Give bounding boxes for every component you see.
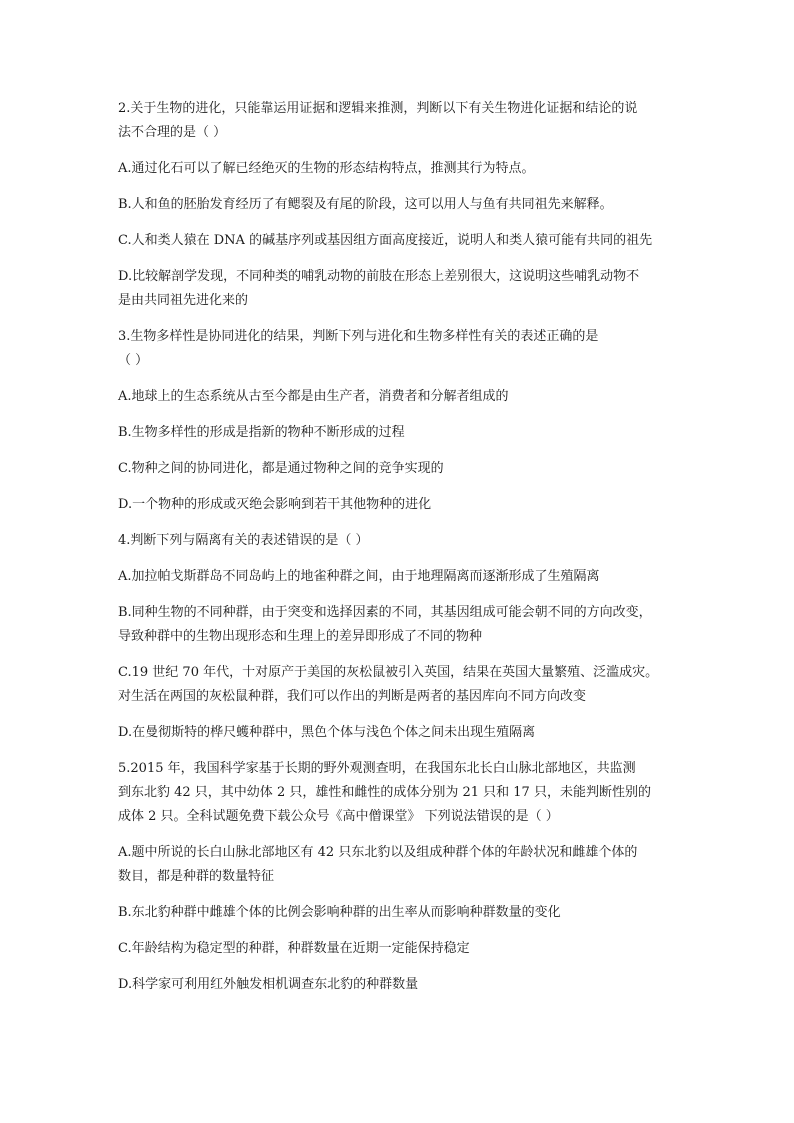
question-3-option-b: B.生物多样性的形成是指新的物种不断形成的过程 <box>118 425 405 440</box>
question-5 <box>118 757 678 997</box>
question-5-stem-line-3: 成体 2 只。全科试题免费下载公众号《高中僧课堂》 下列说法错误的是（ ） <box>118 809 559 824</box>
question-3-stem-line-2: （ ） <box>118 353 149 368</box>
question-4-stem-line-1: 4.判断下列与隔离有关的表述错误的是（ ） <box>118 533 369 548</box>
question-3 <box>118 325 678 517</box>
question-3-option-d: D.一个物种的形成或灭绝会影响到若干其他物种的进化 <box>118 497 432 512</box>
question-list <box>118 97 678 997</box>
question-4-option-a: A.加拉帕戈斯群岛不同岛屿上的地雀种群之间，由于地理隔离而逐渐形成了生殖隔离 <box>118 569 600 584</box>
question-2 <box>118 97 678 313</box>
question-5-option-a-line-2: 数目，都是种群的数量特征 <box>118 869 275 884</box>
question-2-stem-line-1: 2.关于生物的进化，只能靠运用证据和逻辑来推测，判断以下有关生物进化证据和结论的说 <box>118 101 638 116</box>
question-5-option-d: D.科学家可利用红外触发相机调查东北豹的种群数量 <box>118 977 419 992</box>
question-2-option-b: B.人和鱼的胚胎发育经历了有鳃裂及有尾的阶段，这可以用人与鱼有共同祖先来解释。 <box>118 197 613 212</box>
question-3-stem-line-1: 3.生物多样性是协同进化的结果，判断下列与进化和生物多样性有关的表述正确的是 <box>118 329 599 344</box>
question-4-option-d: D.在曼彻斯特的桦尺蠖种群中，黑色个体与浅色个体之间未出现生殖隔离 <box>118 725 536 740</box>
question-5-stem-line-2: 到东北豹 42 只，其中幼体 2 只，雄性和雌性的成体分别为 21 只和 17 只，未能判断性别的 <box>118 785 651 800</box>
question-2-option-a: A.通过化石可以了解已经绝灭的生物的形态结构特点，推测其行为特点。 <box>118 161 535 176</box>
question-5-option-b: B.东北豹种群中雌雄个体的比例会影响种群的出生率从而影响种群数量的变化 <box>118 905 561 920</box>
question-4-option-b-line-2: 导致种群中的生物出现形态和生理上的差异即形成了不同的物种 <box>118 629 483 644</box>
question-2-stem-line-2: 法不合理的是（ ） <box>118 125 227 140</box>
question-2-option-d-line-1: D.比较解剖学发现，不同种类的哺乳动物的前肢在形态上差别很大，这说明这些哺乳动物不 <box>118 269 640 284</box>
question-4-option-c-line-2: 对生活在两国的灰松鼠种群，我们可以作出的判断是两者的基因库向不同方向改变 <box>118 689 587 704</box>
question-3-option-c: C.物种之间的协同进化，都是通过物种之间的竞争实现的 <box>118 461 444 476</box>
question-2-option-d-line-2: 是由共同祖先进化来的 <box>118 293 249 308</box>
question-5-stem-line-1: 5.2015 年，我国科学家基于长期的野外观测查明，在我国东北长白山脉北部地区，共监测 <box>118 761 636 776</box>
question-2-option-c: C.人和类人猿在 DNA 的碱基序列或基因组方面高度接近，说明人和类人猿可能有共同的祖先 <box>118 233 653 248</box>
question-5-option-a-line-1: A.题中所说的长白山脉北部地区有 42 只东北豹以及组成种群个体的年龄状况和雌雄个体的 <box>118 845 638 860</box>
question-5-option-c: C.年龄结构为稳定型的种群，种群数量在近期一定能保持稳定 <box>118 941 470 956</box>
question-4 <box>118 529 678 745</box>
question-4-option-c-line-1: C.19 世纪 70 年代，十对原产于美国的灰松鼠被引入英国，结果在英国大量繁殖、泛滥成灾。 <box>118 665 659 680</box>
question-3-option-a: A.地球上的生态系统从古至今都是由生产者，消费者和分解者组成的 <box>118 389 509 404</box>
question-4-option-b-line-1: B.同种生物的不同种群，由于突变和选择因素的不同，其基因组成可能会朝不同的方向改变， <box>118 605 652 620</box>
